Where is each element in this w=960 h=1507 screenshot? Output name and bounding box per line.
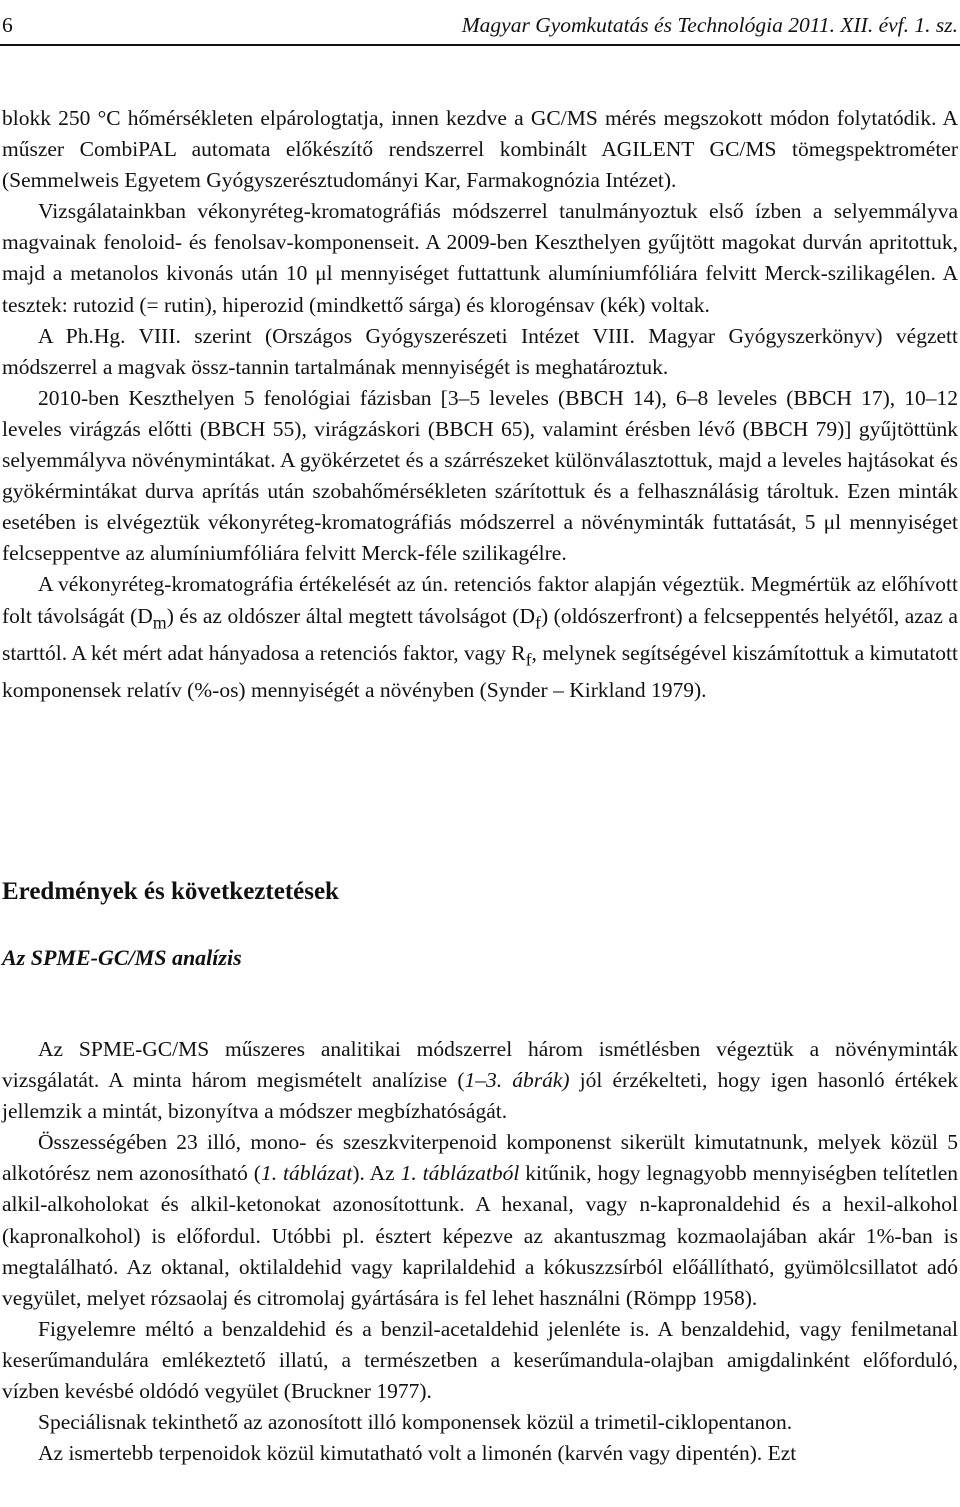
header-rule bbox=[0, 44, 960, 46]
journal-title: Magyar Gyomkutatás és Technológia 2011. XII. évf. 1. sz. bbox=[461, 13, 958, 37]
text-run: ). Az bbox=[352, 1161, 401, 1186]
methods-block bbox=[2, 103, 958, 706]
subscript-f: f bbox=[535, 611, 541, 632]
section-title: Eredmények és következtetések bbox=[2, 878, 339, 905]
figure-reference: 1–3. ábrák) bbox=[464, 1068, 570, 1093]
text-run: ) és az oldószer által megtett távolságot (D bbox=[166, 603, 535, 628]
subscript-f: f bbox=[525, 649, 532, 670]
table-reference: 1. táblázat bbox=[260, 1161, 353, 1186]
results-block bbox=[2, 1034, 958, 1469]
results-paragraph-2 bbox=[2, 1127, 958, 1314]
subscript-m: m bbox=[152, 611, 167, 632]
text-run: kitűnik, hogy legnagyobb mennyiségben telítetlen alkil-alkoholokat és alkil-ketonokat azonosítottunk. A hexanal, vagy n-kapronaldehid és a hexil-alkohol (kapronalkohol) is előfordul. Utóbbi pl. észtert képezve az akantuszmag kozmaolajában akár 1%-ban is megtalálható. Az oktanal, oktilaldehid vagy kaprilaldehid a kókuszzsírból előállítható, gyümölcsillatot adó vegyület, melyet rózsaolaj és citromolaj gyártására is fel lehet használni (Römpp 1958). bbox=[2, 1161, 959, 1310]
methods-paragraph-3: A Ph.Hg. VIII. szerint (Országos Gyógyszerészeti Intézet VIII. Magyar Gyógyszerkönyv) végzett módszerrel a magvak össz-tannin tartalmának mennyiségét is meghatároztuk. bbox=[2, 323, 958, 379]
table-reference: 1. táblázatból bbox=[400, 1161, 520, 1186]
text-run: Összességében 23 illó, mono- és szeszkviterpenoid komponenst sikerült kimutatnunk, melyek közül 5 alkotórész nem azonosítható ( bbox=[2, 1130, 958, 1186]
subsection-title: Az SPME-GC/MS analízis bbox=[2, 945, 242, 970]
results-paragraph-5: Az ismertebb terpenoidok közül kimutatható volt a limonén (karvén vagy dipentén). Ezt bbox=[38, 1441, 797, 1466]
methods-paragraph-4: 2010-ben Keszthelyen 5 fenológiai fázisban [3–5 leveles (BBCH 14), 6–8 leveles (BBCH 17), 10–12 leveles virágzás előtti (BBCH 55), virágzáskori (BBCH 65), valamint érésben lévő (BBCH 79)] gyűjtöttünk selyemmályva növénymintákat. A gyökérzetet és a szárrészeket különválasztottuk, majd a leveles hajtásokat és gyökérmintákat durva aprítás után szobahőmérsékleten szárítottuk és a felhasználásig tároltuk. Ezen minták esetében is elvégeztük vékonyréteg-kromatográfiás módszerrel a növényminták futtatását, 5 μl mennyiséget felcseppentve az alumíniumfóliára felvitt Merck-féle szilikagélre. bbox=[2, 385, 958, 566]
methods-paragraph-2: Vizsgálatainkban vékonyréteg-kromatográfiás módszerrel tanulmányoztuk első ízben a selyemmályva magvainak fenoloid- és fenolsav-komponenseit. A 2009-ben Keszthelyen gyűjtött magokat durván apritottuk, majd a metanolos kivonás után 10 μl mennyiséget futtattunk alumíniumfóliára felvitt Merck-szilikagélen. A tesztek: rutozid (= rutin), hiperozid (mindkettő sárga) és klorogénsav (kék) voltak. bbox=[2, 199, 958, 317]
text-run: ) (oldószerfront) a felcseppentés helyétől, azaz a starttól. A két mért adat hányadosa a retenciós faktor, vagy R bbox=[2, 603, 958, 665]
text-run: A vékonyréteg-kromatográfia értékelését az ún. retenciós faktor alapján végeztük. Megmértük az előhívott folt távolságát (D bbox=[2, 572, 958, 628]
text-run: jól érzékelteti, hogy igen hasonló értékek jellemzik a mintát, bizonyítva a módszer megbízhatóságát. bbox=[2, 1068, 958, 1124]
methods-paragraph-5 bbox=[2, 569, 958, 706]
page-number: 6 bbox=[2, 13, 13, 37]
results-paragraph-3: Figyelemre méltó a benzaldehid és a benzil-acetaldehid jelenléte is. A benzaldehid, vagy fenilmetanal keserűmandulára emlékeztető illatú, a természetben a keserűmandula-olajban amigdalinként előforduló, vízben kevésbé oldódó vegyület (Bruckner 1977). bbox=[2, 1316, 958, 1404]
methods-paragraph-1: blokk 250 °C hőmérsékleten elpárologtatja, innen kezdve a GC/MS mérés megszokott módon folytatódik. A műszer CombiPAL automata előkészítő rendszerrel kombinált AGILENT GC/MS tömegspektrométer (Semmelweis Egyetem Gyógyszerésztudományi Kar, Farmakognózia Intézet). bbox=[2, 106, 958, 193]
results-paragraph-1 bbox=[2, 1034, 958, 1127]
text-run: , melynek segítségével kiszámítottuk a kimutatott komponensek relatív (%-os) mennyiségét a növényben (Synder – Kirkland 1979). bbox=[2, 640, 958, 703]
running-header bbox=[2, 10, 958, 40]
text-run: Az SPME-GC/MS műszeres analitikai módszerrel három ismétlésben végeztük a növényminták vizsgálatát. A minta három megismételt analízise ( bbox=[2, 1037, 958, 1093]
results-paragraph-4: Speciálisnak tekinthető az azonosított illó komponensek közül a trimetil-ciklopentanon. bbox=[38, 1410, 793, 1435]
